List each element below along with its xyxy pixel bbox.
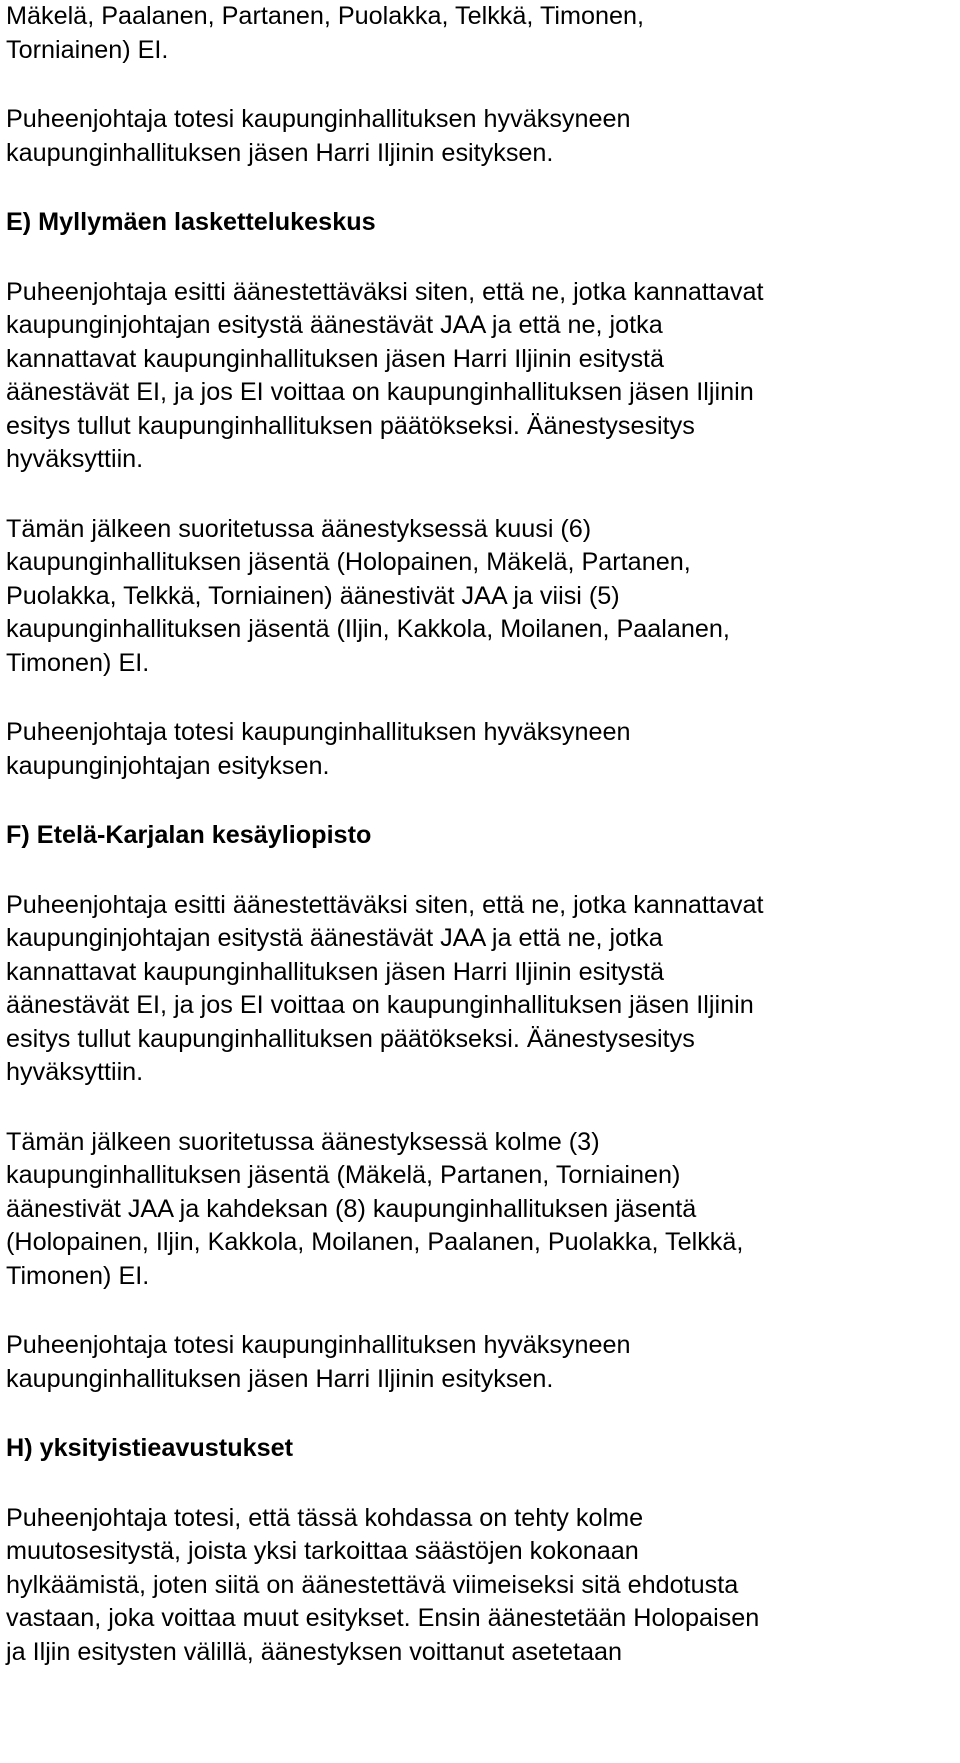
- paragraph-gap: [6, 853, 954, 889]
- text-line: kaupunginjohtajan esitystä äänestävät JAA ja että ne, jotka: [6, 311, 663, 339]
- paragraph-chair-statement: [6, 716, 954, 783]
- text-line: esitys tullut kaupunginhallituksen päätökseksi. Äänestysesitys: [6, 411, 695, 440]
- text-line: kaupunginhallituksen jäsentä (Iljin, Kakkola, Moilanen, Paalanen,: [6, 615, 730, 643]
- text-line: Mäkelä, Paalanen, Partanen, Puolakka, Telkkä, Timonen,: [6, 2, 644, 30]
- paragraph-vote-proposal: [6, 889, 954, 1090]
- text-line: äänestävät EI, ja jos EI voittaa on kaupunginhallituksen jäsen Iljinin: [6, 991, 754, 1019]
- text-line: äänestivät JAA ja kahdeksan (8) kaupunginhallituksen jäsentä: [6, 1194, 697, 1223]
- paragraph-chair-statement: [6, 103, 954, 170]
- paragraph-gap: [6, 170, 954, 206]
- paragraph-gap: [6, 783, 954, 819]
- text-line: kaupunginjohtajan esitystä äänestävät JAA ja että ne, jotka: [6, 924, 663, 952]
- text-line: (Holopainen, Iljin, Kakkola, Moilanen, Paalanen, Puolakka, Telkkä,: [6, 1228, 744, 1256]
- text-line: Puolakka, Telkkä, Torniainen) äänestivät JAA ja viisi (5): [6, 581, 620, 610]
- paragraph-gap: [6, 680, 954, 716]
- text-line: kaupunginjohtajan esityksen.: [6, 751, 330, 780]
- text-line: äänestävät EI, ja jos EI voittaa on kaupunginhallituksen jäsen Iljinin: [6, 378, 754, 406]
- text-line: hylkäämistä, joten siitä on äänestettävä viimeiseksi sitä ehdotusta: [6, 1570, 739, 1599]
- text-line: kaupunginhallituksen jäsen Harri Iljinin esityksen.: [6, 138, 554, 167]
- text-line: ja Iljin esitysten välillä, äänestyksen voittanut asetetaan: [6, 1637, 623, 1666]
- paragraph-gap: [6, 67, 954, 103]
- section-heading-h: H) yksityistieavustukset: [6, 1434, 293, 1462]
- text-line: Timonen) EI.: [6, 1261, 150, 1290]
- text-line: kannattavat kaupunginhallituksen jäsen Harri Iljinin esitystä: [6, 957, 665, 986]
- text-line: hyväksyttiin.: [6, 1058, 144, 1086]
- text-line: Tämän jälkeen suoritetussa äänestyksessä kuusi (6): [6, 514, 592, 543]
- section-heading-f: F) Etelä-Karjalan kesäyliopisto: [6, 821, 372, 849]
- paragraph-gap: [6, 1466, 954, 1502]
- paragraph-gap: [6, 477, 954, 513]
- paragraph-chair-statement: [6, 1329, 954, 1396]
- text-line: kaupunginhallituksen jäsentä (Holopainen, Mäkelä, Partanen,: [6, 548, 691, 576]
- text-line: hyväksyttiin.: [6, 445, 144, 473]
- text-line: Puheenjohtaja totesi kaupunginhallituksen hyväksyneen: [6, 1331, 631, 1359]
- text-line: vastaan, joka voittaa muut esitykset. Ensin äänestetään Holopaisen: [6, 1604, 760, 1632]
- text-line: Torniainen) EI.: [6, 35, 169, 64]
- text-line: Tämän jälkeen suoritetussa äänestyksessä kolme (3): [6, 1127, 600, 1156]
- paragraph-vote-result-continued: [6, 0, 954, 67]
- text-line: Puheenjohtaja totesi kaupunginhallituksen hyväksyneen: [6, 105, 631, 133]
- text-line: muutosesitystä, joista yksi tarkoittaa säästöjen kokonaan: [6, 1537, 639, 1565]
- text-line: Puheenjohtaja esitti äänestettäväksi siten, että ne, jotka kannattavat: [6, 277, 764, 306]
- paragraph-vote-result: [6, 1126, 954, 1294]
- paragraph-vote-proposal: [6, 276, 954, 477]
- paragraph-vote-result: [6, 513, 954, 681]
- paragraph-chair-statement: [6, 1502, 954, 1670]
- text-line: kaupunginhallituksen jäsentä (Mäkelä, Partanen, Torniainen): [6, 1161, 681, 1189]
- text-line: kannattavat kaupunginhallituksen jäsen Harri Iljinin esitystä: [6, 344, 665, 373]
- paragraph-gap: [6, 1293, 954, 1329]
- text-line: esitys tullut kaupunginhallituksen päätökseksi. Äänestysesitys: [6, 1024, 695, 1053]
- text-line: Puheenjohtaja esitti äänestettäväksi siten, että ne, jotka kannattavat: [6, 890, 764, 919]
- text-line: Puheenjohtaja totesi, että tässä kohdassa on tehty kolme: [6, 1503, 644, 1532]
- section-heading-e: E) Myllymäen laskettelukeskus: [6, 208, 376, 236]
- paragraph-gap: [6, 1090, 954, 1126]
- paragraph-gap: [6, 240, 954, 276]
- text-line: Puheenjohtaja totesi kaupunginhallituksen hyväksyneen: [6, 718, 631, 746]
- paragraph-gap: [6, 1396, 954, 1432]
- text-line: Timonen) EI.: [6, 648, 150, 677]
- text-line: kaupunginhallituksen jäsen Harri Iljinin esityksen.: [6, 1364, 554, 1393]
- document-page: [6, 0, 954, 1669]
